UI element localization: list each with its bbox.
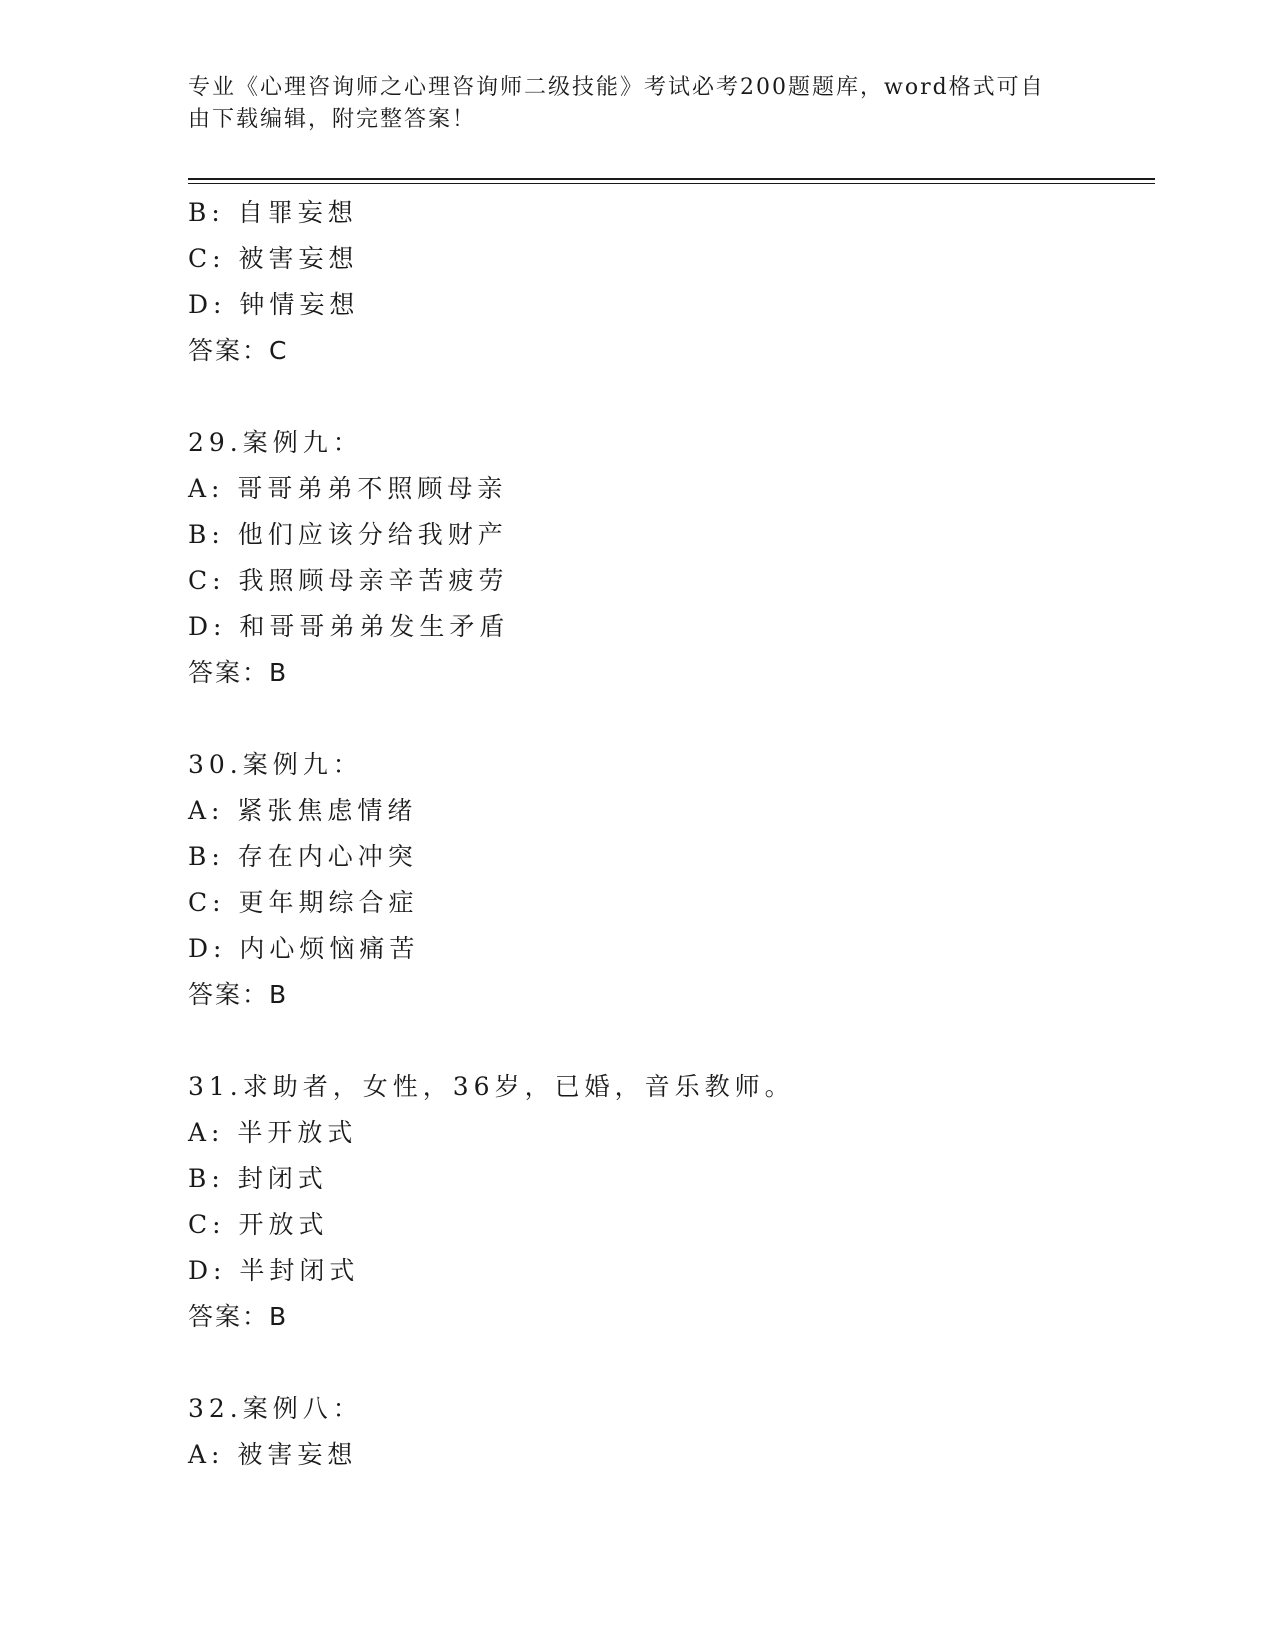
option-b: B: 他们应该分给我财产 — [188, 520, 508, 549]
answer-line: 答案：B — [188, 980, 289, 1009]
block-spacer — [188, 1018, 1148, 1064]
block-spacer — [188, 1340, 1148, 1386]
option-c: C: 我照顾母亲辛苦疲劳 — [188, 566, 509, 595]
header-line-1: 专业《心理咨询师之心理咨询师二级技能》考试必考200题题库，word格式可自 — [188, 75, 1045, 100]
header-divider-thin — [188, 183, 1155, 184]
option-c: C: 更年期综合症 — [188, 888, 419, 917]
option-a: A: 紧张焦虑情绪 — [188, 796, 418, 825]
answer-line: 答案：B — [188, 658, 289, 687]
question-title: 31.求助者，女性，36岁，已婚，音乐教师。 — [188, 1072, 795, 1101]
document-header — [188, 72, 1068, 136]
option-b: B: 存在内心冲突 — [188, 842, 418, 871]
option-d: D: 内心烦恼痛苦 — [188, 934, 420, 963]
question-block-32 — [188, 1386, 1148, 1478]
question-title: 30.案例九： — [188, 750, 363, 779]
option-d: D: 钟情妄想 — [188, 290, 360, 319]
answer-line: 答案：B — [188, 1302, 289, 1331]
question-title: 32.案例八： — [188, 1394, 363, 1423]
option-a: A: 被害妄想 — [188, 1440, 358, 1469]
block-spacer — [188, 374, 1148, 420]
block-spacer — [188, 696, 1148, 742]
question-list — [188, 190, 1148, 1478]
option-a: A: 半开放式 — [188, 1118, 358, 1147]
question-block-28 — [188, 190, 1148, 374]
question-block-31 — [188, 1064, 1148, 1340]
option-b: B: 封闭式 — [188, 1164, 328, 1193]
option-b: B: 自罪妄想 — [188, 198, 358, 227]
question-title: 29.案例九： — [188, 428, 363, 457]
answer-line: 答案：C — [188, 336, 289, 365]
header-line-2: 由下载编辑，附完整答案！ — [188, 107, 477, 132]
header-divider-thick — [188, 178, 1155, 180]
option-a: A: 哥哥弟弟不照顾母亲 — [188, 474, 508, 503]
option-d: D: 和哥哥弟弟发生矛盾 — [188, 612, 510, 641]
option-c: C: 被害妄想 — [188, 244, 359, 273]
question-block-30 — [188, 742, 1148, 1018]
option-d: D: 半封闭式 — [188, 1256, 360, 1285]
option-c: C: 开放式 — [188, 1210, 329, 1239]
question-block-29 — [188, 420, 1148, 696]
